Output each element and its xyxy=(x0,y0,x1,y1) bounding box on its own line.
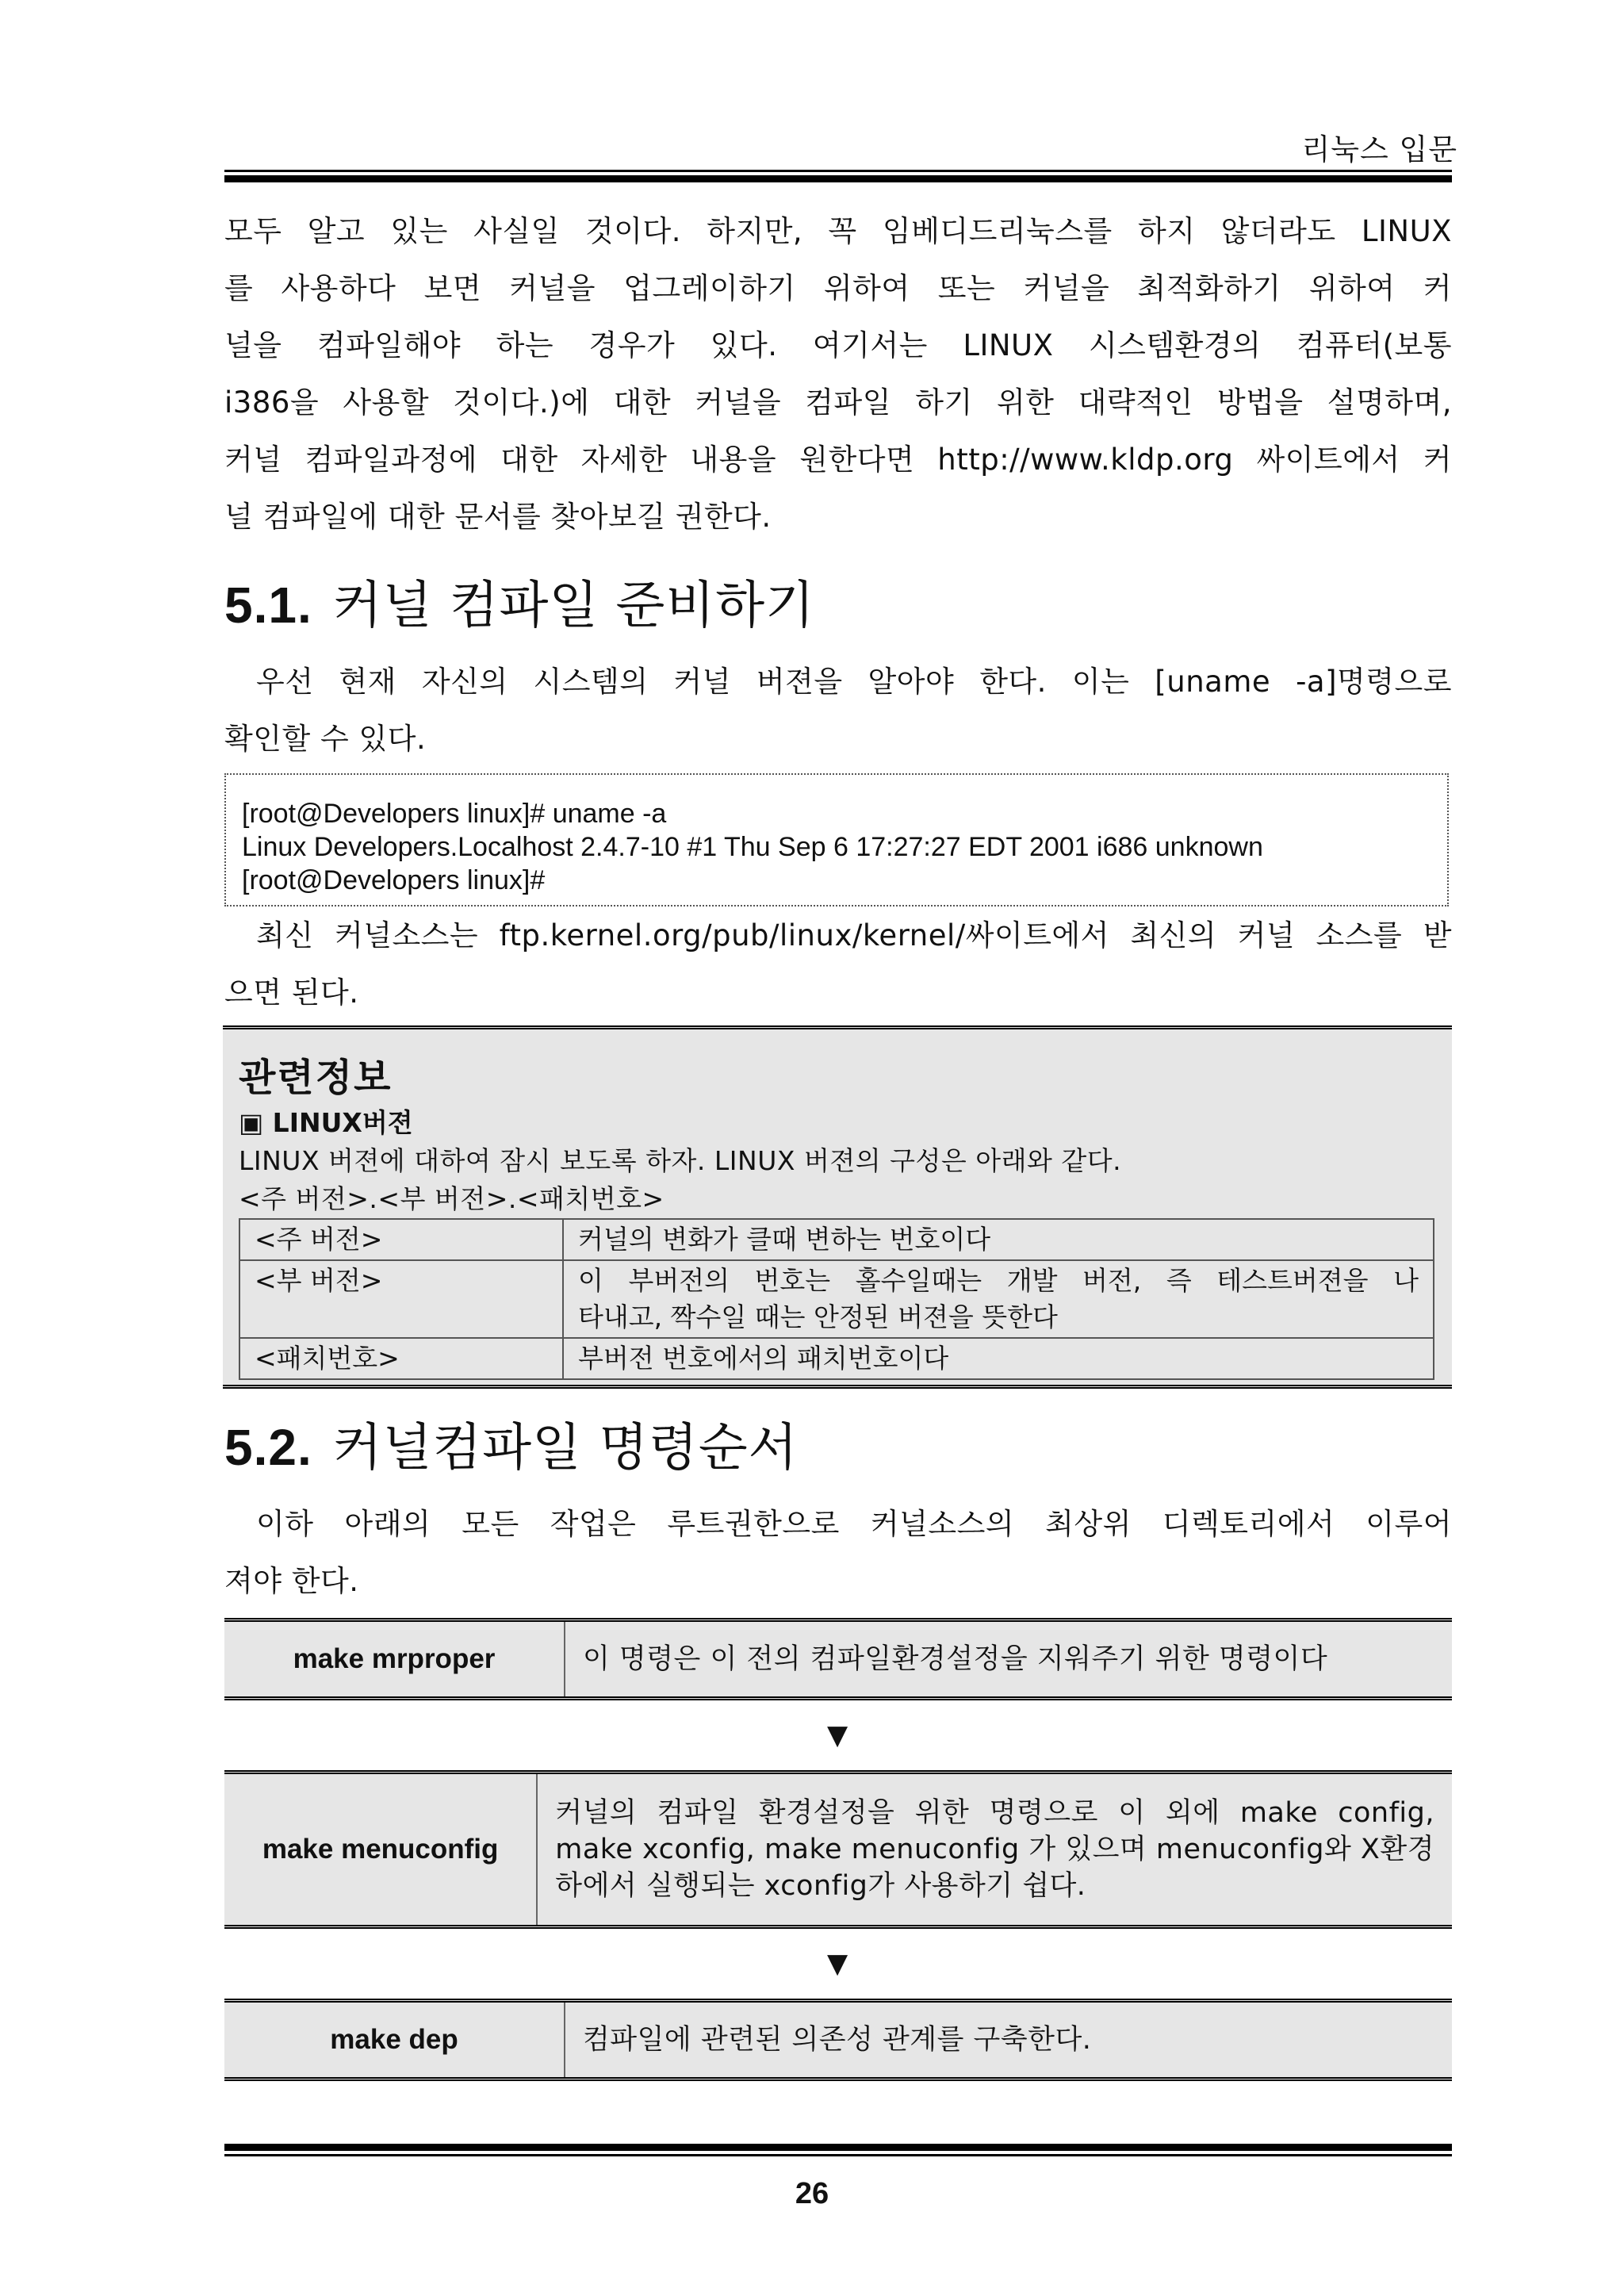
table-cell-value xyxy=(563,1260,1434,1338)
down-arrow-icon: ▼ xyxy=(827,1719,848,1751)
section-number: 5.1. xyxy=(224,577,312,634)
running-title: 리눅스 입문 xyxy=(1301,132,1457,167)
command-description xyxy=(538,1774,1452,1925)
section1-paragraph-2 xyxy=(224,907,1452,1022)
section2-line: 져야 한다. xyxy=(224,1564,359,1598)
section1-line: 최신 커널소스는 ftp.kernel.org/pub/linux/kernel/싸이트에서 최신의 커널 소스를 받 xyxy=(256,918,1452,953)
header-rule-thick xyxy=(224,175,1452,182)
table-row xyxy=(239,1219,1434,1260)
section1-line: 확인할 수 있다. xyxy=(224,722,427,756)
section1-line: 으면 된다. xyxy=(224,976,359,1010)
table-row xyxy=(239,1260,1434,1338)
related-info-box xyxy=(223,1025,1452,1389)
command-name: make dep xyxy=(224,2003,565,2077)
code-line: [root@Developers linux]# uname -a xyxy=(242,799,667,829)
section1-line: 우선 현재 자신의 시스템의 커널 버젼을 알아야 한다. 이는 [uname -a]명령으로 xyxy=(256,665,1452,699)
intro-line: 널을 컴파일해야 하는 경우가 있다. 여기서는 LINUX 시스템환경의 컴퓨터(보통 xyxy=(224,328,1452,362)
table-cell-value: 커널의 변화가 클때 변하는 번호이다 xyxy=(563,1219,1434,1260)
intro-line: i386을 사용할 것이다.)에 대한 커널을 컴파일 하기 위한 대략적인 방법을 설명하며, xyxy=(224,385,1452,420)
command-name: make mrproper xyxy=(224,1622,565,1696)
table-value-line: 타내고, 짝수일 때는 안정된 버젼을 뜻한다 xyxy=(578,1301,1058,1332)
section2-paragraph xyxy=(224,1496,1452,1610)
footer-rule-thick xyxy=(224,2144,1452,2151)
version-table xyxy=(239,1218,1434,1380)
related-info-format: <주 버전>.<부 버전>.<패치번호> xyxy=(239,1183,665,1214)
related-info-subtitle: ▣ LINUX버젼 xyxy=(239,1107,413,1138)
command-step xyxy=(224,1618,1452,1700)
related-info-title: 관련정보 xyxy=(239,1056,393,1100)
page-number: 26 xyxy=(795,2177,829,2210)
section-title: 커널 컴파일 준비하기 xyxy=(332,577,815,635)
terminal-code-box xyxy=(224,773,1449,907)
command-step xyxy=(224,1999,1452,2081)
section-number: 5.2. xyxy=(224,1419,312,1476)
command-desc-line: make xconfig, make menuconfig 가 있으며 menuconfig와 X환경 xyxy=(555,1834,1434,1865)
command-desc-line: 하에서 실행되는 xconfig가 사용하기 쉽다. xyxy=(555,1870,1086,1902)
intro-line: 커널 컴파일과정에 대한 자세한 내용을 원한다면 http://www.kldp.org 싸이트에서 커 xyxy=(224,443,1452,477)
table-cell-key: <주 버전> xyxy=(239,1219,563,1260)
command-desc-line: 컴파일에 관련된 의존성 관계를 구축한다. xyxy=(583,2024,1092,2056)
table-cell-key: <패치번호> xyxy=(239,1338,563,1379)
related-info-text: LINUX 버젼에 대하여 잠시 보도록 하자. LINUX 버젼의 구성은 아래와 같다. xyxy=(239,1145,1122,1176)
down-arrow-icon: ▼ xyxy=(827,1948,848,1980)
code-line: [root@Developers linux]# xyxy=(242,865,546,895)
table-value-line: 이 부버전의 번호는 홀수일때는 개발 버전, 즉 테스트버젼을 나 xyxy=(578,1265,1419,1296)
command-name: make menuconfig xyxy=(224,1774,538,1925)
command-desc-block xyxy=(555,1795,1434,1904)
section-heading-5-1 xyxy=(224,565,815,638)
table-cell-key: <부 버전> xyxy=(239,1260,563,1338)
section2-line: 이하 아래의 모든 작업은 루트권한으로 커널소스의 최상위 디렉토리에서 이루어 xyxy=(256,1507,1452,1541)
table-row xyxy=(239,1338,1434,1379)
footer-rule-thin xyxy=(224,2154,1452,2156)
command-desc-line: 이 명령은 이 전의 컴파일환경설정을 지워주기 위한 명령이다 xyxy=(583,1643,1328,1675)
code-line: Linux Developers.Localhost 2.4.7-10 #1 Thu Sep 6 17:27:27 EDT 2001 i686 unknown xyxy=(242,832,1263,862)
intro-line: 를 사용하다 보면 커널을 업그레이하기 위하여 또는 커널을 최적화하기 위하여 커 xyxy=(224,271,1452,305)
intro-line: 모두 알고 있는 사실일 것이다. 하지만, 꼭 임베디드리눅스를 하지 않더라도 LINUX xyxy=(224,214,1452,248)
table-cell-value: 부버전 번호에서의 패치번호이다 xyxy=(563,1338,1434,1379)
intro-line: 널 컴파일에 대한 문서를 찾아보길 권한다. xyxy=(224,500,772,534)
section-title: 커널컴파일 명령순서 xyxy=(332,1419,799,1478)
command-desc-line: 커널의 컴파일 환경설정을 위한 명령으로 이 외에 make config, xyxy=(555,1797,1434,1829)
intro-paragraph xyxy=(224,203,1452,546)
command-step xyxy=(224,1770,1452,1929)
header-rule-thin xyxy=(224,170,1452,172)
command-description xyxy=(565,1622,1452,1696)
section1-paragraph xyxy=(224,654,1452,768)
section-heading-5-2 xyxy=(224,1407,799,1480)
command-description xyxy=(565,2003,1452,2077)
